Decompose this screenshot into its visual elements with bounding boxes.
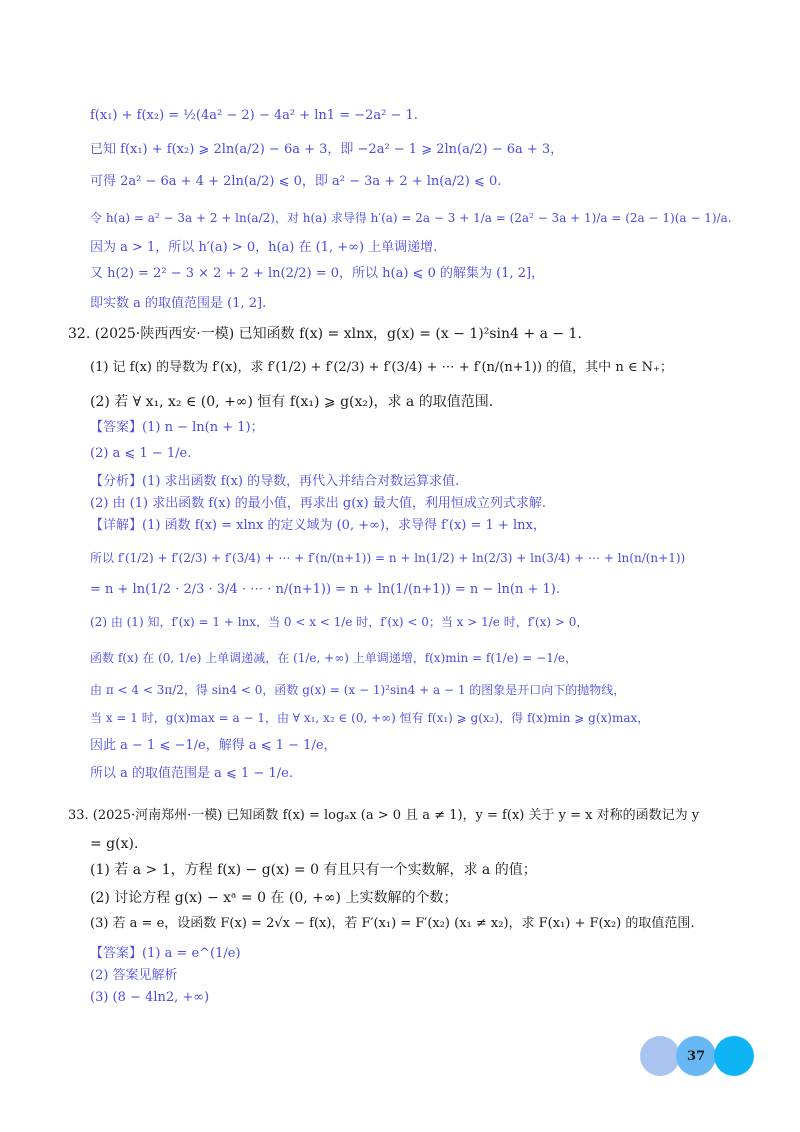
detail-text: 当 x = 1 时，g(x)max = a − 1，由 ∀ x₁, x₂ ∈ (0, +∞) 恒有 f(x₁) ⩾ g(x₂)，得 f(x)min ⩾ g(x)max，: [90, 711, 650, 725]
detail-text: (2) 由 (1) 知，f′(x) = 1 + lnx，当 0 < x < 1/e 时，f′(x) < 0；当 x > 1/e 时，f′(x) > 0，: [90, 615, 589, 629]
analysis-text: (2) 由 (1) 求出函数 f(x) 的最小值，再求出 g(x) 最大值，利用恒成立列式求解.: [90, 496, 546, 511]
problem-stem: = g(x).: [90, 836, 139, 852]
problem-part: (2) 若 ∀ x₁, x₂ ∈ (0, +∞) 恒有 f(x₁) ⩾ g(x₂)，求 a 的取值范围.: [90, 394, 494, 410]
detail-text: (1) 函数 f(x) = xlnx 的定义域为 (0, +∞)，求导得 f′(x) = 1 + lnx，: [142, 518, 546, 533]
analysis-text: (1) 求出函数 f(x) 的导数，再代入并结合对数运算求值.: [142, 474, 460, 489]
problem-part: (1) 记 f(x) 的导数为 f′(x)，求 f′(1/2) + f′(2/3) + f′(3/4) + ⋯ + f′(n/(n+1)) 的值，其中 n ∈ N₊；: [90, 360, 673, 375]
answer-text: (2) 答案见解析: [90, 968, 178, 983]
page-number: 37: [676, 1036, 716, 1076]
answer-row: [90, 418, 264, 438]
decorative-circle: [714, 1036, 754, 1076]
answer-label: 【答案】: [90, 420, 143, 435]
solution-line: 可得 2a² − 6a + 4 + 2ln(a/2) ⩽ 0，即 a² − 3a + 2 + ln(a/2) ⩽ 0.: [90, 174, 502, 189]
problem-part: (2) 讨论方程 g(x) − xᵃ = 0 在 (0, +∞) 上实数解的个数；: [90, 890, 458, 906]
answer-text: (1) n − ln(n + 1)；: [142, 420, 264, 435]
problem-part: (1) 若 a > 1，方程 f(x) − g(x) = 0 有且只有一个实数解，求 a 的值；: [90, 862, 537, 878]
detail-row: [90, 516, 546, 536]
detail-text: 所以 a 的取值范围是 a ⩽ 1 − 1/e.: [90, 766, 293, 781]
detail-text: 所以 f′(1/2) + f′(2/3) + f′(3/4) + ⋯ + f′(n/(n+1)) = n + ln(1/2) + ln(2/3) + ln(3/4) + ⋯ + ln(n/(n+1)): [90, 551, 686, 565]
solution-line: 令 h(a) = a² − 3a + 2 + ln(a/2)，对 h(a) 求导得 h′(a) = 2a − 3 + 1/a = (2a² − 3a + 1)/a = (2a − 1)(a − 1)/a.: [90, 211, 732, 225]
detail-text: 由 π < 4 < 3π/2，得 sin4 < 0，函数 g(x) = (x − 1)²sin4 + a − 1 的图象是开口向下的抛物线，: [90, 683, 626, 697]
page-number-badge: [640, 1036, 760, 1076]
answer-text: (1) a = e^(1/e): [142, 946, 241, 961]
detail-text: 函数 f(x) 在 (0, 1/e) 上单调递减，在 (1/e, +∞) 上单调递增，f(x)min = f(1/e) = −1/e，: [90, 651, 577, 665]
problem-stem: 32. (2025·陕西西安·一模) 已知函数 f(x) = xlnx，g(x) = (x − 1)²sin4 + a − 1.: [68, 326, 582, 342]
problem-stem: 33. (2025·河南郑州·一模) 已知函数 f(x) = logₐx (a > 0 且 a ≠ 1)，y = f(x) 关于 y = x 对称的函数记为 y: [68, 808, 700, 823]
solution-line: 即实数 a 的取值范围是 (1, 2].: [90, 296, 267, 311]
solution-line: 因为 a > 1，所以 h′(a) > 0，h(a) 在 (1, +∞) 上单调递增.: [90, 240, 438, 255]
detail-text: = n + ln(1/2 · 2/3 · 3/4 · ⋯ · n/(n+1)) = n + ln(1/(n+1)) = n − ln(n + 1).: [90, 582, 560, 597]
answer-label: 【答案】: [90, 946, 143, 961]
detail-label: 【详解】: [90, 518, 143, 533]
detail-text: 因此 a − 1 ⩽ −1/e，解得 a ⩽ 1 − 1/e，: [90, 738, 337, 753]
solution-line: 已知 f(x₁) + f(x₂) ⩾ 2ln(a/2) − 6a + 3，即 −2a² − 1 ⩾ 2ln(a/2) − 6a + 3，: [90, 142, 564, 157]
analysis-row: [90, 472, 459, 492]
solution-line: 又 h(2) = 2² − 3 × 2 + 2 + ln(2/2) = 0，所以 h(a) ⩽ 0 的解集为 (1, 2]，: [90, 266, 545, 281]
answer-text: (3) (8 − 4ln2, +∞): [90, 990, 210, 1005]
problem-part: (3) 若 a = e，设函数 F(x) = 2√x − f(x)，若 F′(x₁) = F′(x₂) (x₁ ≠ x₂)，求 F(x₁) + F(x₂) 的取值范围.: [90, 916, 695, 931]
answer-text: (2) a ⩽ 1 − 1/e.: [90, 446, 192, 461]
answer-row: [90, 944, 241, 964]
analysis-label: 【分析】: [90, 474, 143, 489]
solution-line: f(x₁) + f(x₂) = ½(4a² − 2) − 4a² + ln1 = −2a² − 1.: [90, 108, 418, 123]
decorative-circle: [640, 1036, 680, 1076]
